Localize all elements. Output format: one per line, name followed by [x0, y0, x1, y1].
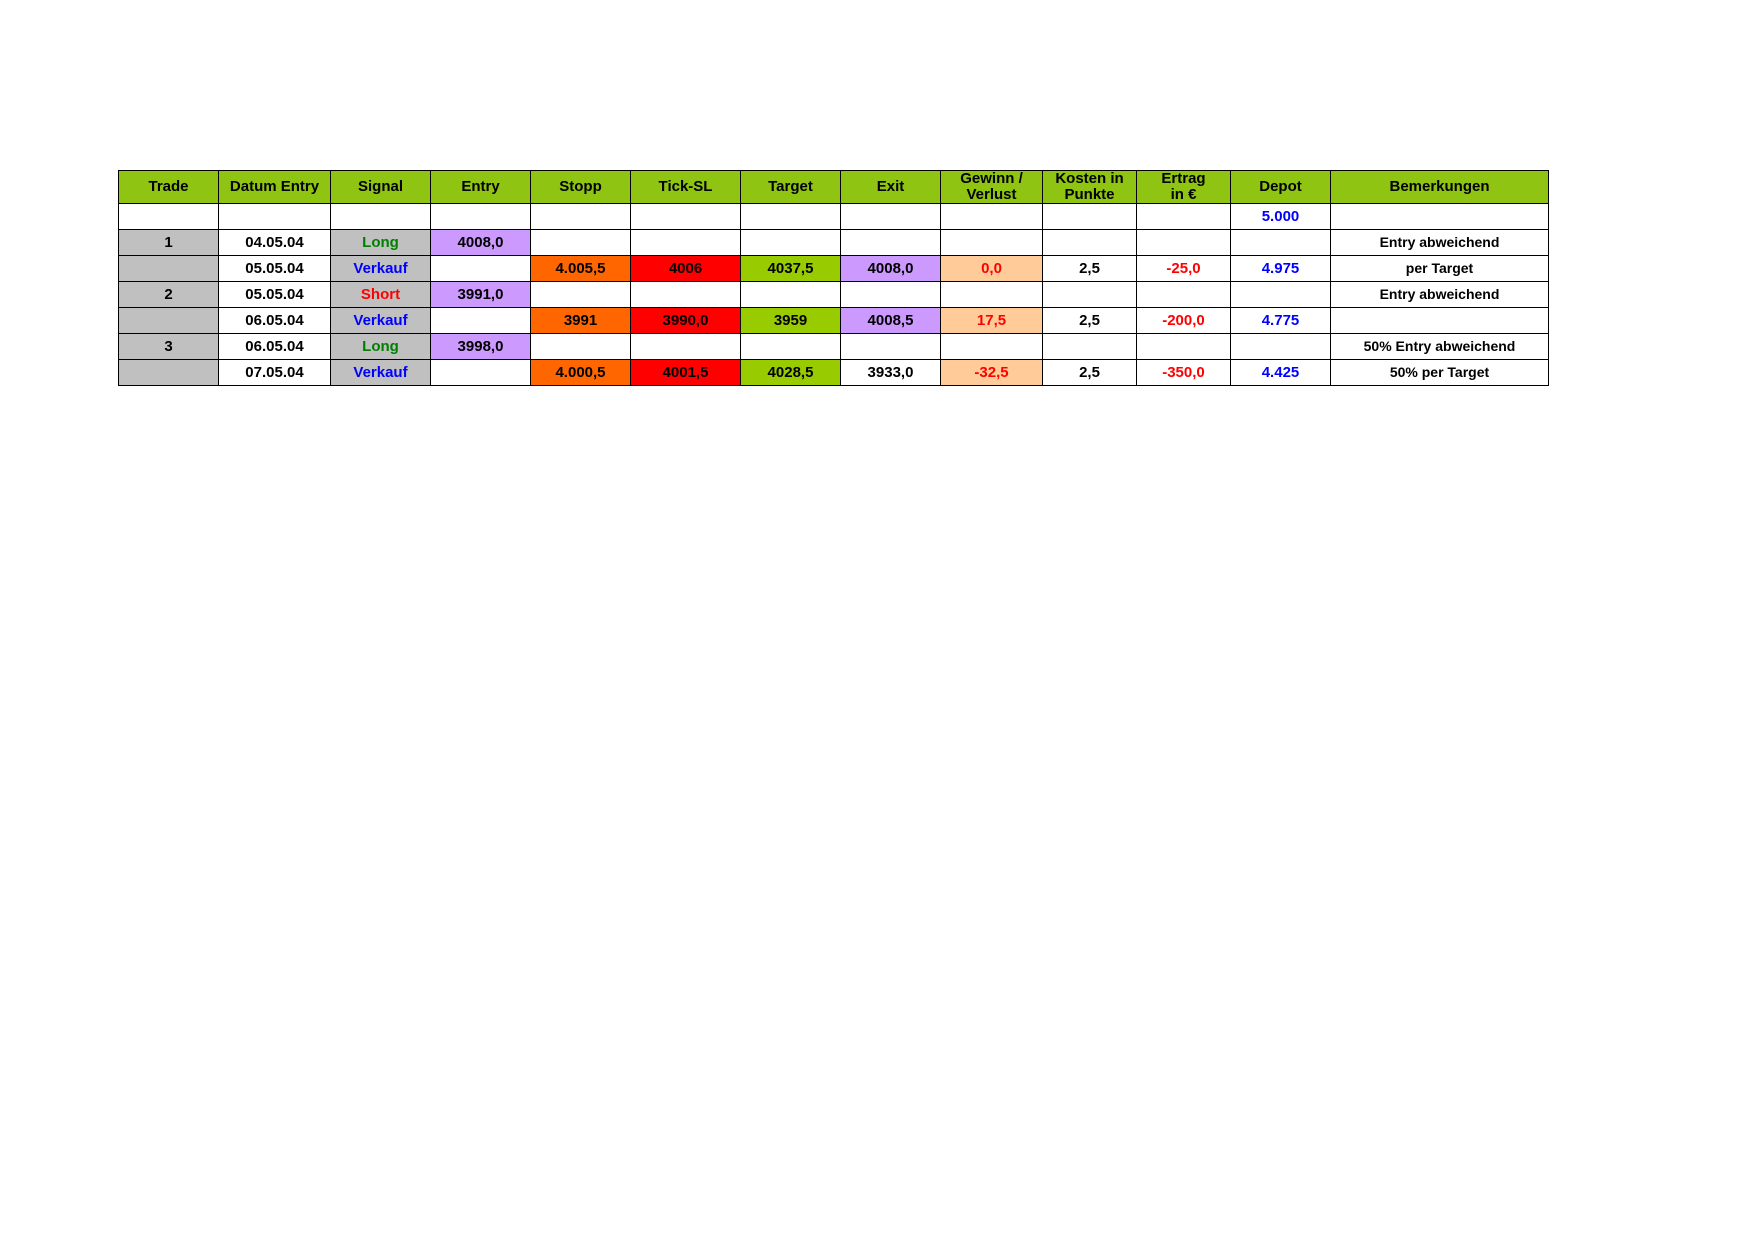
cell-bemerkung[interactable]: 50% Entry abweichend [1331, 333, 1549, 359]
cell-depot[interactable]: 5.000 [1231, 203, 1331, 229]
col-header-ertrag-euro [1137, 171, 1231, 204]
trade-table [118, 170, 1549, 386]
col-header-bemerkungen: Bemerkungen [1331, 171, 1549, 204]
cell-kosten[interactable] [1043, 229, 1137, 255]
cell-signal[interactable]: Long [331, 229, 431, 255]
cell-exit[interactable] [841, 333, 941, 359]
cell-stopp[interactable] [531, 203, 631, 229]
cell-trade[interactable] [119, 203, 219, 229]
cell-target[interactable] [741, 281, 841, 307]
col-header-gewinn-line1: Gewinn / [960, 170, 1023, 187]
cell-signal[interactable]: Verkauf [331, 359, 431, 385]
col-header-trade: Trade [119, 171, 219, 204]
cell-gewinn-verlust[interactable] [941, 229, 1043, 255]
col-header-gewinn-verlust [941, 171, 1043, 204]
cell-entry[interactable] [431, 359, 531, 385]
cell-ertrag[interactable]: -200,0 [1137, 307, 1231, 333]
cell-entry[interactable]: 4008,0 [431, 229, 531, 255]
table-row [119, 203, 1549, 229]
cell-depot[interactable] [1231, 281, 1331, 307]
cell-ticksl[interactable]: 3990,0 [631, 307, 741, 333]
cell-ertrag[interactable]: -25,0 [1137, 255, 1231, 281]
cell-gewinn-verlust[interactable]: 0,0 [941, 255, 1043, 281]
cell-bemerkung[interactable]: 50% per Target [1331, 359, 1549, 385]
cell-entry[interactable] [431, 307, 531, 333]
cell-depot[interactable]: 4.975 [1231, 255, 1331, 281]
cell-ticksl[interactable] [631, 333, 741, 359]
cell-kosten[interactable]: 2,5 [1043, 255, 1137, 281]
cell-trade[interactable]: 3 [119, 333, 219, 359]
table-row [119, 359, 1549, 385]
cell-entry[interactable] [431, 203, 531, 229]
cell-target[interactable]: 4037,5 [741, 255, 841, 281]
cell-target[interactable]: 4028,5 [741, 359, 841, 385]
cell-datum[interactable]: 07.05.04 [219, 359, 331, 385]
cell-ertrag[interactable]: -350,0 [1137, 359, 1231, 385]
cell-trade[interactable] [119, 307, 219, 333]
cell-gewinn-verlust[interactable]: -32,5 [941, 359, 1043, 385]
cell-datum[interactable]: 06.05.04 [219, 307, 331, 333]
cell-kosten[interactable]: 2,5 [1043, 307, 1137, 333]
col-header-gewinn-line2: Verlust [966, 185, 1017, 203]
cell-target[interactable]: 3959 [741, 307, 841, 333]
header-row [119, 171, 1549, 204]
cell-signal[interactable]: Verkauf [331, 307, 431, 333]
cell-exit[interactable] [841, 203, 941, 229]
cell-depot[interactable]: 4.775 [1231, 307, 1331, 333]
cell-signal[interactable]: Short [331, 281, 431, 307]
table-row [119, 307, 1549, 333]
cell-ticksl[interactable] [631, 203, 741, 229]
cell-entry[interactable]: 3998,0 [431, 333, 531, 359]
cell-exit[interactable] [841, 229, 941, 255]
cell-depot[interactable] [1231, 229, 1331, 255]
cell-gewinn-verlust[interactable] [941, 203, 1043, 229]
cell-kosten[interactable] [1043, 281, 1137, 307]
cell-bemerkung[interactable]: Entry abweichend [1331, 281, 1549, 307]
col-header-depot: Depot [1231, 171, 1331, 204]
cell-entry[interactable]: 3991,0 [431, 281, 531, 307]
cell-signal[interactable]: Verkauf [331, 255, 431, 281]
cell-kosten[interactable] [1043, 333, 1137, 359]
cell-ticksl[interactable]: 4001,5 [631, 359, 741, 385]
cell-target[interactable] [741, 203, 841, 229]
cell-target[interactable] [741, 333, 841, 359]
cell-stopp[interactable]: 4.005,5 [531, 255, 631, 281]
col-header-exit: Exit [841, 171, 941, 204]
cell-gewinn-verlust[interactable] [941, 333, 1043, 359]
cell-datum[interactable]: 05.05.04 [219, 281, 331, 307]
col-header-entry: Entry [431, 171, 531, 204]
cell-trade[interactable] [119, 255, 219, 281]
cell-bemerkung[interactable] [1331, 203, 1549, 229]
cell-ertrag[interactable] [1137, 281, 1231, 307]
cell-ertrag[interactable] [1137, 229, 1231, 255]
cell-depot[interactable] [1231, 333, 1331, 359]
cell-kosten[interactable]: 2,5 [1043, 359, 1137, 385]
table-row [119, 333, 1549, 359]
cell-stopp[interactable] [531, 333, 631, 359]
col-header-tick-sl: Tick-SL [631, 171, 741, 204]
col-header-kosten-punkte [1043, 171, 1137, 204]
cell-exit[interactable] [841, 281, 941, 307]
cell-gewinn-verlust[interactable]: 17,5 [941, 307, 1043, 333]
col-header-kosten-line2: Punkte [1064, 185, 1115, 203]
trade-journal-sheet [118, 170, 1549, 386]
table-body [119, 203, 1549, 385]
cell-exit[interactable]: 4008,0 [841, 255, 941, 281]
cell-ticksl[interactable] [631, 229, 741, 255]
col-header-signal: Signal [331, 171, 431, 204]
cell-entry[interactable] [431, 255, 531, 281]
cell-ertrag[interactable] [1137, 203, 1231, 229]
col-header-datum-entry: Datum Entry [219, 171, 331, 204]
cell-datum[interactable]: 04.05.04 [219, 229, 331, 255]
table-row [119, 255, 1549, 281]
cell-kosten[interactable] [1043, 203, 1137, 229]
cell-trade[interactable] [119, 359, 219, 385]
cell-gewinn-verlust[interactable] [941, 281, 1043, 307]
cell-trade[interactable]: 1 [119, 229, 219, 255]
col-header-target: Target [741, 171, 841, 204]
cell-exit[interactable]: 4008,5 [841, 307, 941, 333]
table-header [119, 171, 1549, 204]
col-header-kosten-line1: Kosten in [1055, 170, 1124, 187]
cell-bemerkung[interactable]: per Target [1331, 255, 1549, 281]
cell-trade[interactable]: 2 [119, 281, 219, 307]
cell-ticksl[interactable] [631, 281, 741, 307]
cell-bemerkung[interactable] [1331, 307, 1549, 333]
cell-stopp[interactable] [531, 229, 631, 255]
cell-stopp[interactable]: 3991 [531, 307, 631, 333]
cell-exit[interactable]: 3933,0 [841, 359, 941, 385]
cell-ertrag[interactable] [1137, 333, 1231, 359]
cell-datum[interactable]: 06.05.04 [219, 333, 331, 359]
cell-depot[interactable]: 4.425 [1231, 359, 1331, 385]
col-header-ertrag-line2: in € [1170, 185, 1197, 203]
cell-bemerkung[interactable]: Entry abweichend [1331, 229, 1549, 255]
cell-datum[interactable] [219, 203, 331, 229]
table-row [119, 229, 1549, 255]
cell-ticksl[interactable]: 4006 [631, 255, 741, 281]
cell-signal[interactable]: Long [331, 333, 431, 359]
col-header-stopp: Stopp [531, 171, 631, 204]
col-header-ertrag-line1: Ertrag [1161, 170, 1206, 187]
cell-target[interactable] [741, 229, 841, 255]
cell-stopp[interactable]: 4.000,5 [531, 359, 631, 385]
cell-stopp[interactable] [531, 281, 631, 307]
cell-signal[interactable] [331, 203, 431, 229]
cell-datum[interactable]: 05.05.04 [219, 255, 331, 281]
table-row [119, 281, 1549, 307]
